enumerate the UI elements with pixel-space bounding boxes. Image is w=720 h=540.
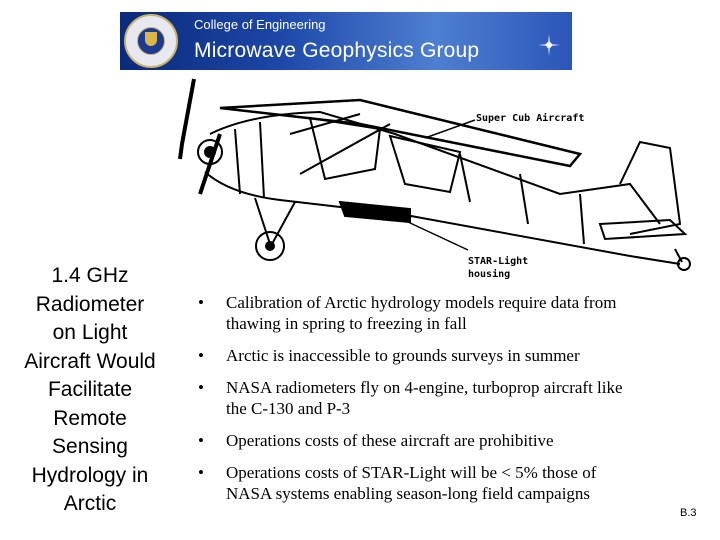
super-cub-aircraft-drawing — [160, 74, 700, 284]
bullet-text-line: NASA systems enabling season-long field campaigns — [226, 484, 591, 503]
bullet-text-line: thawing in spring to freezing in fall — [226, 314, 467, 333]
title-line: Radiometer — [35, 292, 145, 316]
slide-title — [4, 262, 176, 519]
bullet-dot-icon: • — [198, 293, 204, 312]
header-banner — [120, 12, 572, 70]
bullet-text-line: Arctic is inaccessible to grounds surveys in summer — [226, 346, 580, 365]
bullet-text-line: Operations costs of STAR-Light will be < 5% those of — [226, 463, 597, 482]
bullet-dot-icon: • — [198, 463, 204, 482]
bullet-dot-icon: • — [198, 346, 204, 365]
title-line: Hydrology in — [31, 463, 149, 487]
title-line: 1.4 GHz — [51, 264, 129, 287]
title-line: Aircraft Would — [24, 349, 156, 373]
university-seal-icon — [124, 14, 178, 68]
college-name: College of Engineering — [194, 17, 326, 32]
title-line: Remote — [53, 406, 127, 430]
sparkle-icon — [538, 34, 560, 56]
aircraft-label: Super Cub Aircraft — [476, 113, 585, 124]
bullet-item — [198, 430, 698, 451]
page-number: B.3 — [680, 507, 697, 519]
bullet-text-line: Calibration of Arctic hydrology models require data from — [226, 293, 617, 312]
title-line: Facilitate — [47, 378, 133, 401]
bullet-text-line: the C-130 and P-3 — [226, 399, 351, 418]
bullet-list — [198, 292, 698, 515]
bullet-dot-icon: • — [198, 378, 204, 397]
housing-label-line2: housing — [468, 269, 511, 280]
housing-label-line1: STAR-Light — [468, 256, 529, 267]
bullet-dot-icon: • — [198, 431, 204, 450]
bullet-item — [198, 292, 698, 334]
bullet-item — [198, 462, 698, 504]
bullet-text-line: NASA radiometers fly on 4-engine, turboprop aircraft like — [226, 378, 623, 397]
title-line: Sensing — [52, 435, 128, 458]
bullet-item — [198, 377, 698, 419]
title-line: Arctic — [63, 492, 117, 515]
bullet-item — [198, 345, 698, 366]
title-line: on Light — [52, 321, 128, 344]
bullet-text-line: Operations costs of these aircraft are prohibitive — [226, 431, 554, 450]
group-name: Microwave Geophysics Group — [194, 39, 480, 62]
